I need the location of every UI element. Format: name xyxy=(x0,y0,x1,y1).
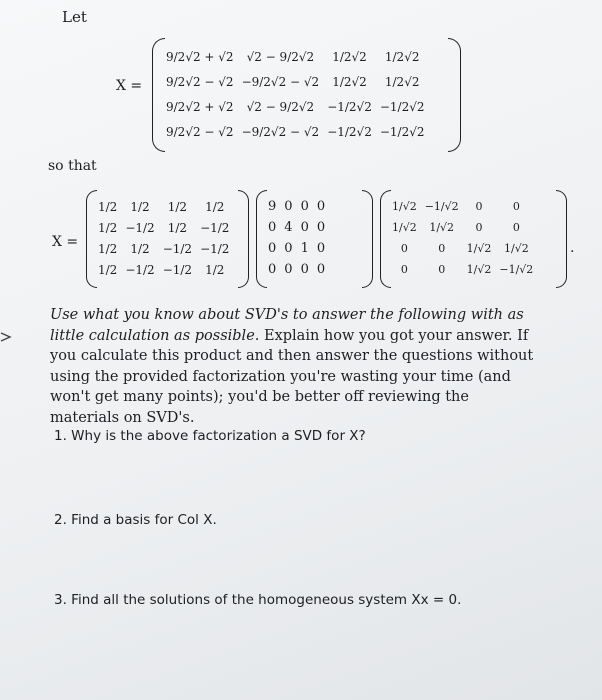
intro-text: Let xyxy=(62,8,87,26)
sigma-cell: 1 xyxy=(300,241,309,256)
sigma-cell: 0 xyxy=(316,220,326,235)
v-cell: 1/√2 xyxy=(392,221,417,234)
instructions-italic: Use what you know about SVD's to answer the following with as little calculation as possible. xyxy=(50,307,524,344)
u-cell: −1/2 xyxy=(200,241,230,256)
x-cell: −1/2√2 xyxy=(379,99,425,114)
question-3: 3. Find all the solutions of the homogeneous system Xx = 0. xyxy=(54,592,462,608)
u-cell: −1/2 xyxy=(162,262,193,277)
sigma-cell: 0 xyxy=(284,241,293,256)
question-1: 1. Why is the above factorization a SVD for X? xyxy=(54,428,366,444)
v-matrix xyxy=(388,196,537,280)
sigma-cell: 0 xyxy=(284,199,293,214)
x-cell: −9/2√2 − √2 xyxy=(241,124,320,139)
x-cell: 1/2√2 xyxy=(384,49,420,64)
u-cell: 1/2 xyxy=(98,262,118,277)
x-cell: −1/2√2 xyxy=(379,124,425,139)
sigma-cell: 0 xyxy=(316,199,326,214)
v-cell: 0 xyxy=(475,221,483,234)
x-matrix xyxy=(162,44,429,144)
x-cell: 1/2√2 xyxy=(384,74,420,89)
sigma-cell: 0 xyxy=(268,220,277,235)
v-cell: 0 xyxy=(512,200,520,213)
u-cell: 1/2 xyxy=(98,220,118,235)
x-cell: 1/2√2 xyxy=(332,74,367,89)
v-cell: 0 xyxy=(475,200,483,213)
v-cell: 0 xyxy=(438,242,446,255)
u-cell: 1/2 xyxy=(98,241,118,256)
u-cell: −1/2 xyxy=(125,262,155,277)
instructions-rest: Explain how you got your answer. If you calculate this product and then answer the questions without using the provided factorization you're wasting your time (and won't get many points); you'd be better off reviewing the materials on SVD's. xyxy=(50,327,534,426)
x-cell: 1/2√2 xyxy=(332,49,367,64)
u-cell: 1/2 xyxy=(205,199,225,214)
x-cell: 9/2√2 − √2 xyxy=(166,74,234,89)
u-cell: −1/2 xyxy=(200,220,230,235)
v-cell: 1/√2 xyxy=(392,200,417,213)
x-cell: −1/2√2 xyxy=(327,99,372,114)
x-cell: −9/2√2 − √2 xyxy=(241,74,320,89)
u-cell: 1/2 xyxy=(98,199,118,214)
v-cell: 0 xyxy=(512,221,520,234)
u-cell: −1/2 xyxy=(162,241,193,256)
x-label-1: X = xyxy=(116,78,143,94)
x-cell: √2 − 9/2√2 xyxy=(246,99,315,114)
sigma-cell: 0 xyxy=(300,220,309,235)
period-mark: . xyxy=(570,240,575,256)
sigma-cell: 0 xyxy=(268,262,277,277)
x-label-2: X = xyxy=(52,234,79,250)
sigma-cell: 0 xyxy=(316,241,326,256)
sigma-cell: 0 xyxy=(268,241,277,256)
u-cell: 1/2 xyxy=(130,241,150,256)
so-that-text: so that xyxy=(48,158,97,174)
margin-arrow-icon xyxy=(0,330,14,344)
v-cell: −1/√2 xyxy=(499,263,534,276)
v-cell: 1/√2 xyxy=(429,221,455,234)
sigma-cell: 0 xyxy=(316,262,326,277)
sigma-cell: 4 xyxy=(284,220,293,235)
x-cell: 9/2√2 + √2 xyxy=(166,99,234,114)
x-cell: √2 − 9/2√2 xyxy=(246,49,315,64)
sigma-cell: 0 xyxy=(300,262,309,277)
v-cell: 1/√2 xyxy=(466,263,492,276)
u-cell: 1/2 xyxy=(167,220,188,235)
u-cell: 1/2 xyxy=(205,262,225,277)
v-matrix-right-paren xyxy=(556,190,567,288)
v-cell: 1/√2 xyxy=(503,242,529,255)
sigma-matrix xyxy=(264,196,329,280)
question-2: 2. Find a basis for Col X. xyxy=(54,512,217,528)
x-cell: −1/2√2 xyxy=(327,124,372,139)
sigma-matrix-right-paren xyxy=(362,190,373,288)
v-cell: 0 xyxy=(438,263,446,276)
u-cell: 1/2 xyxy=(130,199,150,214)
v-cell: −1/√2 xyxy=(424,200,459,213)
sigma-cell: 0 xyxy=(300,199,309,214)
x-matrix-right-paren xyxy=(448,38,461,152)
instructions-paragraph xyxy=(50,305,540,428)
u-matrix xyxy=(94,196,233,280)
x-cell: 9/2√2 + √2 xyxy=(166,49,234,64)
sigma-cell: 0 xyxy=(284,262,293,277)
sigma-cell: 9 xyxy=(268,199,277,214)
v-cell: 0 xyxy=(400,263,408,276)
u-cell: 1/2 xyxy=(167,199,188,214)
x-cell: 9/2√2 − √2 xyxy=(166,124,234,139)
u-matrix-right-paren xyxy=(238,190,249,288)
u-cell: −1/2 xyxy=(125,220,155,235)
v-cell: 1/√2 xyxy=(466,242,492,255)
v-cell: 0 xyxy=(400,242,408,255)
